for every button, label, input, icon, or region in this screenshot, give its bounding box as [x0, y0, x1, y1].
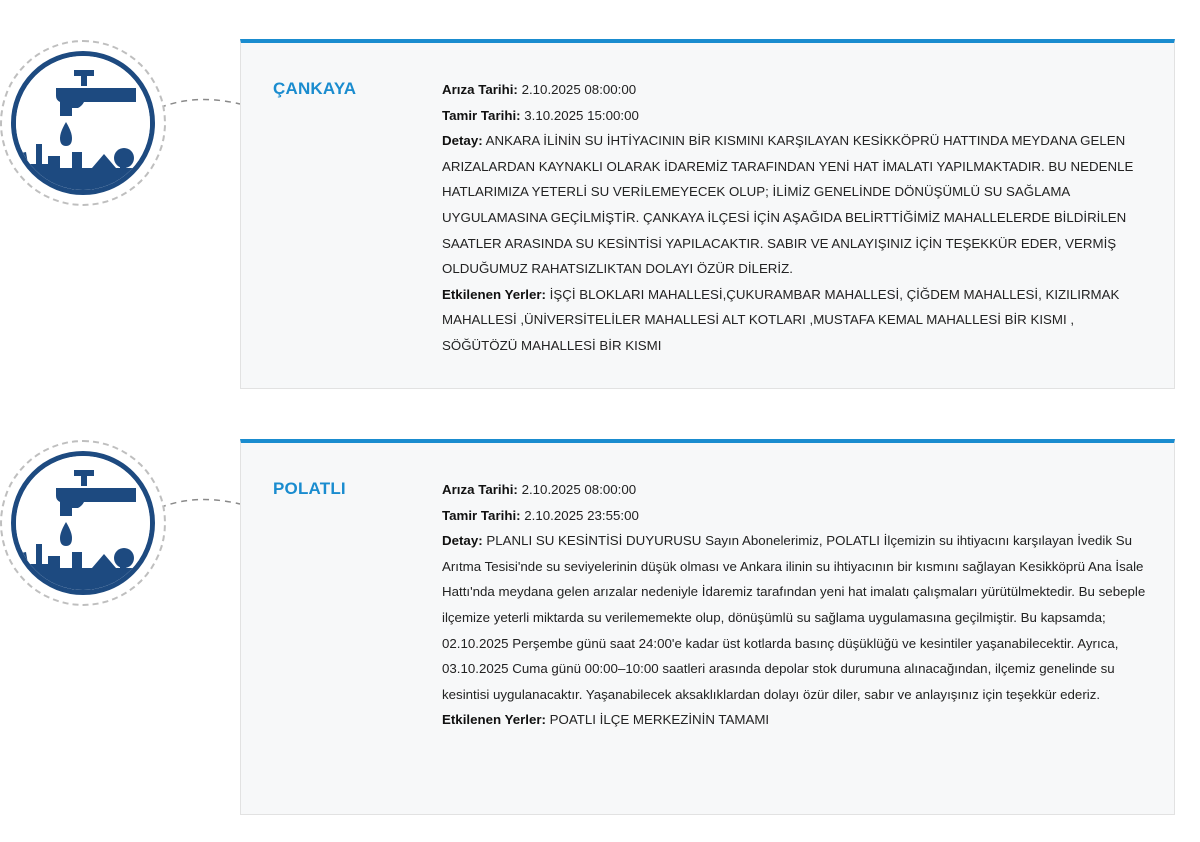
outage-card	[240, 39, 1175, 389]
affected-areas: POATLI İLÇE MERKEZİNİN TAMAMI	[549, 712, 770, 728]
district-name: ÇANKAYA	[273, 79, 357, 98]
water-tap-city-icon-frame	[0, 440, 166, 606]
district-name: POLATLI	[273, 479, 346, 498]
repair-date-label: Tamir Tarihi:	[442, 107, 521, 123]
water-tap-city-icon	[11, 51, 155, 195]
fault-date: 2.10.2025 08:00:00	[521, 482, 637, 497]
outage-details	[442, 477, 1147, 733]
affected-areas: İŞÇİ BLOKLARI MAHALLESİ,ÇUKURAMBAR MAHALLESİ, ÇİĞDEM MAHALLESİ, KIZILIRMAK MAHALLESİ ,ÜNİVERSİTELİLER MAHALLESİ ALT KOTLARI ,MUSTAFA KEMAL MAHALLESİ BİR KISMI , SÖĞÜTÖZÜ MAHALLESİ BİR KISMI	[442, 286, 1120, 353]
affected-label: Etkilenen Yerler:	[442, 712, 546, 728]
detail-text: PLANLI SU KESİNTİSİ DUYURUSU Sayın Abonelerimiz, POLATLI İlçemizin su ihtiyacını karşılayan İvedik Su Arıtma Tesisi'nde su seviyelerinin düşük olması ve Ankara ilinin su ihtiyacının bir kısmını sağlayan Kesikköprü Ana İsale Hattı'nda meydana gelen arızalar nedeniyle İdaremiz tarafından yeni hat imalatı çalışmaları yürütülmektedir. Bu sebeple ilçemize yeterli miktarda su verilememekte olup, dönüşümlü su sağlama uygulamasına geçilmiştir. Bu kapsamda; 02.10.2025 Perşembe günü saat 24:00'e kadar üst kotlarda basınç düşüklüğü ve kesintiler yaşanabilecektir. Ayrıca, 03.10.2025 Cuma günü 00:00–10:00 saatleri arasında depolar stok durumuna alınacağından, ilçemiz genelinde su kesintisi uygulanacaktır. Yaşanabilecek aksaklıklardan dolayı özür diler, sabır ve anlayışınız için teşekkür ederiz.	[442, 533, 1146, 702]
outage-card	[240, 439, 1175, 815]
fault-date-label: Arıza Tarihi:	[442, 482, 518, 497]
water-tap-city-icon	[11, 451, 155, 595]
detail-label: Detay:	[442, 533, 483, 549]
detail-text: ANKARA İLİNİN SU İHTİYACININ BİR KISMINI KARŞILAYAN KESİKKÖPRÜ HATTINDA MEYDANA GELEN ARIZALARDAN KAYNAKLI OLARAK İDAREMİZ TARAFINDAN YENİ HAT İMALATI YAPILMAKTADIR. BU NEDENLE HATLARIMIZA YETERLİ SU VERİLEMEYECEK OLUP; İLİMİZ GENELİNDE DÖNÜŞÜMLÜ SU SAĞLAMA UYGULAMASINA GEÇİLMİŞTİR. ÇANKAYA İLÇESİ İÇİN AŞAĞIDA BELİRTTİĞİMİZ MAHALLELERDE BİLDİRİLEN SAATLER ARASINDA SU KESİNTİSİ YAPILACAKTIR. SABIR VE ANLAYIŞINIZ İÇİN TEŞEKKÜR EDER, VERMİŞ OLDUĞUMUZ RAHATSIZLIKTAN DOLAYI ÖZÜR DİLERİZ.	[442, 133, 1134, 277]
repair-date-label: Tamir Tarihi:	[442, 507, 521, 523]
affected-label: Etkilenen Yerler:	[442, 286, 546, 302]
repair-date: 3.10.2025 15:00:00	[524, 107, 639, 123]
water-tap-city-icon-frame	[0, 40, 166, 206]
detail-label: Detay:	[442, 133, 483, 149]
repair-date: 2.10.2025 23:55:00	[524, 507, 639, 523]
fault-date-label: Arıza Tarihi:	[442, 82, 518, 97]
outage-details	[442, 77, 1147, 359]
fault-date: 2.10.2025 08:00:00	[521, 82, 637, 97]
